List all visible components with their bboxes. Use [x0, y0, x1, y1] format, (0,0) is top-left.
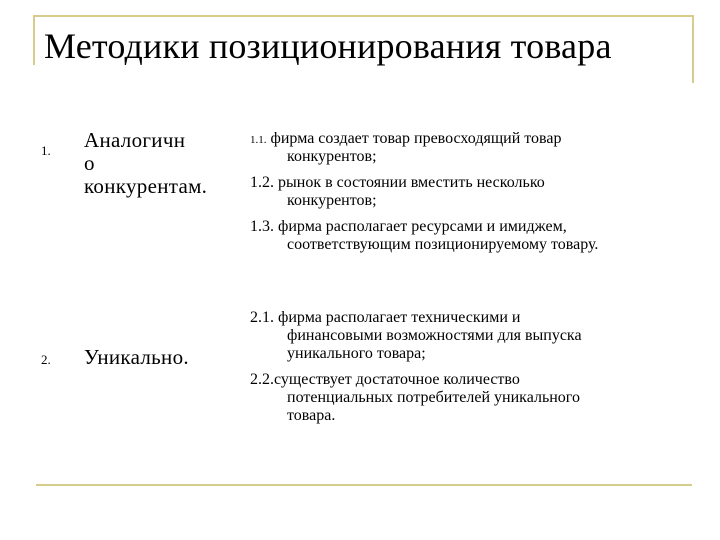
frame-right-line — [692, 15, 694, 83]
bottom-divider-line — [36, 484, 692, 486]
item-2-2-prefix: 2.2. — [250, 371, 274, 388]
item-2-1-line-3: уникального товара; — [287, 345, 426, 362]
item-1-2-line-1 — [250, 174, 545, 192]
item-1-3-line-2: соответствующим позиционируемому товару. — [287, 236, 599, 253]
item-1-3-line-1 — [250, 218, 567, 236]
row-2-number: 2. — [41, 352, 51, 367]
frame-top-line — [33, 15, 693, 17]
row-2-heading: Уникально. — [84, 345, 189, 369]
item-2-1-text: фирма располагает техническими и — [278, 309, 521, 326]
item-2-1-line-1 — [250, 309, 520, 327]
item-1-1-text: фирма создает товар превосходящий товар — [270, 130, 562, 147]
slide-title: Методики позиционирования товара — [44, 26, 612, 66]
row-1-heading-line-1: Аналогичн — [84, 128, 186, 152]
item-1-3-text: фирма располагает ресурсами и имиджем, — [278, 218, 567, 235]
item-1-1-line-2: конкурентов; — [287, 148, 377, 165]
item-1-3-prefix: 1.3. — [250, 218, 274, 235]
row-1-number: 1. — [41, 143, 51, 158]
frame-left-line — [33, 15, 35, 65]
item-2-1-line-2: финансовыми возможностями для выпуска — [287, 327, 582, 344]
item-2-1-prefix: 2.1. — [250, 309, 274, 326]
item-1-2-prefix: 1.2. — [250, 174, 274, 191]
item-1-1-line-1 — [250, 130, 562, 149]
row-1-heading-line-3: конкурентам. — [84, 174, 208, 198]
item-1-1-prefix: 1.1. — [250, 134, 267, 146]
item-2-2-line-1 — [250, 371, 520, 389]
item-2-2-text: существует достаточное количество — [274, 371, 520, 388]
item-1-2-text: рынок в состоянии вместить несколько — [278, 174, 545, 191]
item-2-2-line-3: товара. — [287, 407, 336, 424]
item-2-2-line-2: потенциальных потребителей уникального — [287, 389, 580, 406]
item-1-2-line-2: конкурентов; — [287, 192, 377, 209]
row-1-heading-line-2: о — [84, 151, 95, 175]
